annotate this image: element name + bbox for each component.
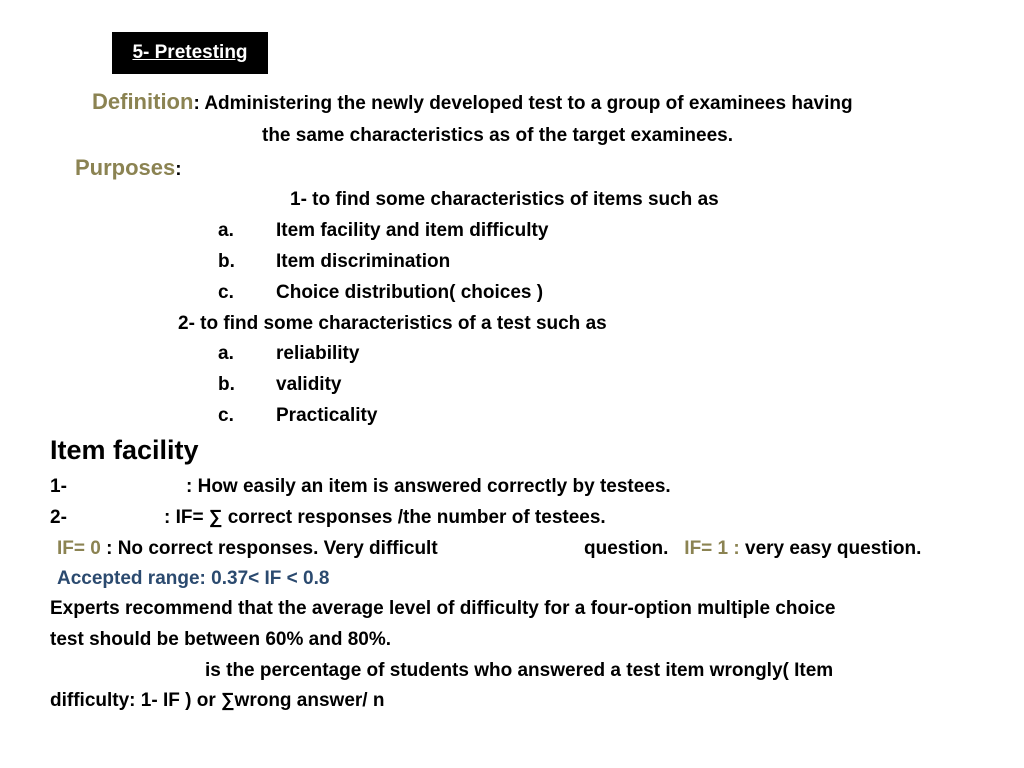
purpose-2-sub-c-marker: c.: [218, 405, 234, 426]
if-one-line: [584, 537, 921, 561]
purpose-2-sub-c-text: Practicality: [276, 405, 378, 426]
purpose-2-sub-a-text: reliability: [276, 343, 360, 364]
purpose-2-sub-b-marker: b.: [218, 374, 235, 395]
definition-line-1: [92, 90, 853, 116]
purpose-2-sub-a-marker: a.: [218, 343, 234, 364]
purpose-1-sub-c-marker: c.: [218, 282, 234, 303]
if-one-label: IF= 1 :: [684, 538, 740, 559]
if-zero-text: : No correct responses. Very difficult: [106, 538, 438, 559]
if-line-1-num: 1-: [50, 476, 67, 497]
purposes-heading: [75, 156, 182, 182]
purposes-colon: :: [175, 159, 182, 180]
difficulty-line-1: is the percentage of students who answered a test item wrongly( Item: [205, 660, 834, 681]
purpose-1-sub-b-text: Item discrimination: [276, 251, 451, 272]
purpose-1-sub-b-marker: b.: [218, 251, 235, 272]
if-line-1-text: : How easily an item is answered correctly by testees.: [186, 476, 671, 497]
experts-line-2: test should be between 60% and 80%.: [50, 629, 392, 650]
definition-text-1: : Administering the newly developed test to a group of examinees having: [193, 93, 853, 114]
purpose-item-2: 2- to find some characteristics of a test such as: [178, 313, 607, 334]
if-line-2-text: : IF= ∑ correct responses /the number of testees.: [164, 507, 606, 528]
purpose-1-sub-a-marker: a.: [218, 220, 234, 241]
accepted-range: Accepted range: 0.37< IF < 0.8: [57, 568, 330, 589]
definition-label: Definition: [92, 89, 194, 114]
purpose-2-sub-b-text: validity: [276, 374, 342, 395]
experts-line-1: Experts recommend that the average level of difficulty for a four-option multiple choice: [50, 598, 836, 619]
difficulty-line-2: difficulty: 1- IF ) or ∑wrong answer/ n: [50, 690, 385, 711]
item-facility-heading: Item facility: [50, 435, 199, 465]
if-line-2-num: 2-: [50, 507, 67, 528]
question-word: question.: [584, 538, 669, 559]
purpose-1-sub-c-text: Choice distribution( choices ): [276, 282, 544, 303]
if-one-text: very easy question.: [745, 538, 922, 559]
purpose-item-1: 1- to find some characteristics of items such as: [290, 189, 719, 210]
definition-text-2: the same characteristics as of the target examinees.: [262, 125, 734, 146]
if-zero-label: IF= 0: [57, 538, 101, 559]
purpose-1-sub-a-text: Item facility and item difficulty: [276, 220, 549, 241]
slide-title: 5- Pretesting: [112, 32, 268, 74]
if-zero-line: [57, 537, 438, 561]
purposes-label: Purposes: [75, 155, 176, 180]
